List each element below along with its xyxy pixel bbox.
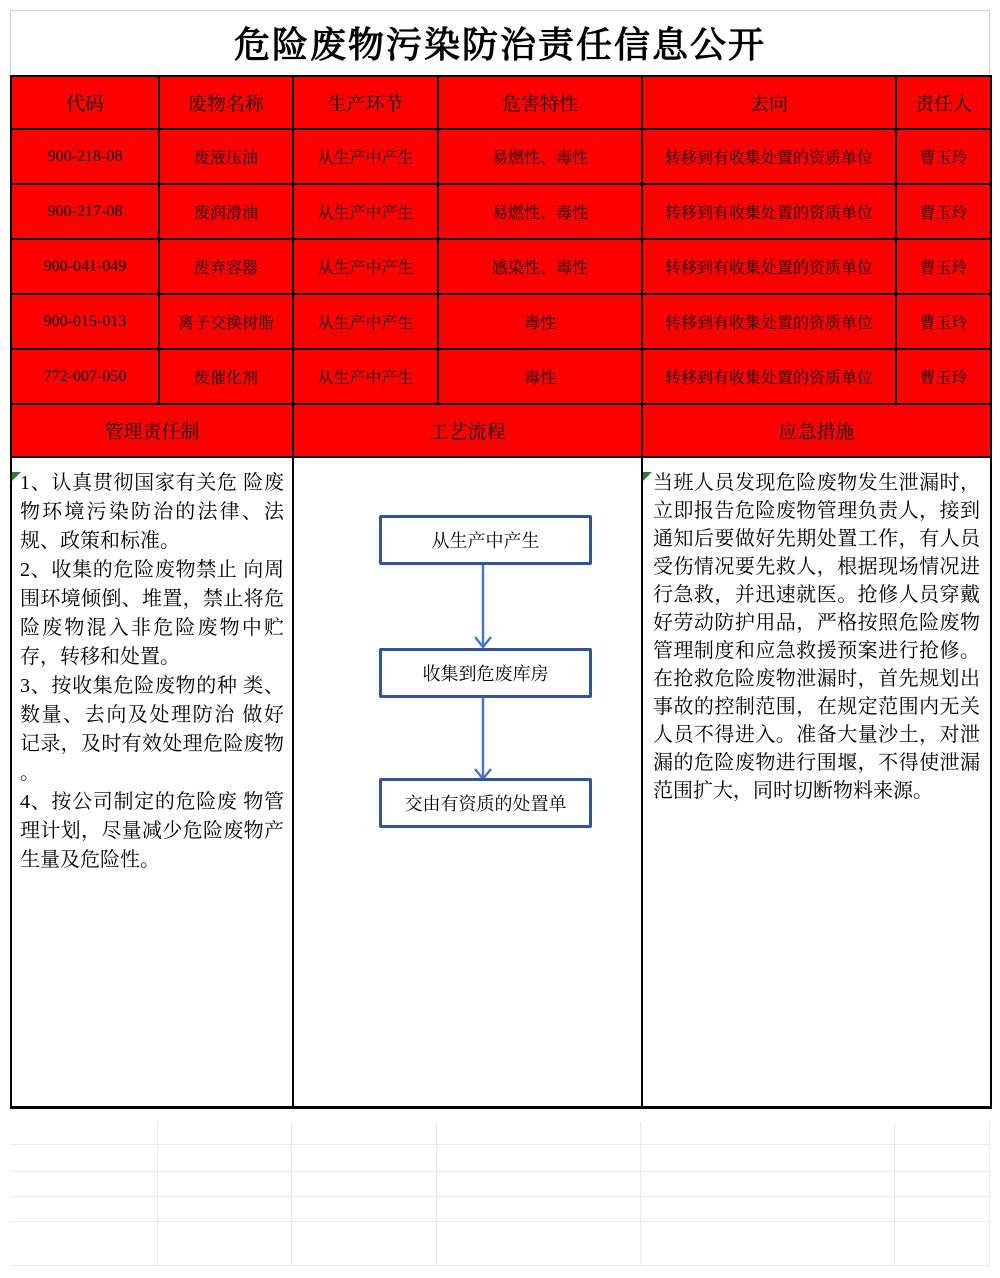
- cell-production-stage: 从生产中产生: [293, 294, 438, 349]
- cell-production-stage: 从生产中产生: [293, 129, 438, 184]
- grid-cell: [895, 1197, 990, 1221]
- cell-production-stage: 从生产中产生: [293, 184, 438, 239]
- grid-cell: [641, 1222, 895, 1265]
- waste-table: [10, 75, 992, 1109]
- grid-cell: [158, 1122, 292, 1144]
- table-row: [11, 129, 991, 184]
- cell-hazard: 易燃性、毒性: [438, 184, 642, 239]
- cell-waste-name: 废弃容器: [159, 239, 293, 294]
- grid-cell: [158, 1172, 292, 1196]
- emergency-text: 当班人员发现危险废物发生泄漏时，立即报告危险废物管理负责人，接到通知后要做好先期处置工作，有人员受伤情况要先救人，根据现场情况进行急救，并迅速就医。抢修人员穿戴好劳动防护用品，严格按照危险废物管理制度和应急救援预案进行抢修。在抢救危险废物泄漏时，首先规划出事故的控制范围，在规定范围内无关人员不得进入。准备大量沙土，对泄漏的危险废物进行围堰，不得使泄漏范围扩大，同时切断物料来源。: [653, 472, 980, 802]
- grid-cell: [641, 1172, 895, 1196]
- cell-destination: 转移到有收集处置的资质单位: [642, 239, 896, 294]
- grid-cell: [437, 1122, 641, 1144]
- cell-waste-name: 废润滑油: [159, 184, 293, 239]
- grid-cell: [292, 1197, 437, 1221]
- grid-row: [10, 1122, 990, 1145]
- cell-code: 900-041-049: [11, 239, 159, 294]
- grid-cell: [158, 1222, 292, 1265]
- grid-row: [10, 1145, 990, 1172]
- page-title: 危险废物污染防治责任信息公开: [233, 25, 766, 65]
- arrow-down-icon: [472, 565, 494, 649]
- header-hazard-characteristics: 危害特性: [438, 76, 642, 129]
- cell-responsible: 曹玉玲: [896, 294, 991, 349]
- cell-waste-name: 废液压油: [159, 129, 293, 184]
- cell-code: 900-218-08: [11, 129, 159, 184]
- cell-destination: 转移到有收集处置的资质单位: [642, 129, 896, 184]
- arrow-down-icon: [472, 697, 494, 781]
- cell-hazard: 毒性: [438, 349, 642, 404]
- management-item: 4、按公司制定的危险废 物管理计划，尽量减少危险废物产生量及危险性。: [20, 791, 284, 871]
- cell-hazard: 感染性、毒性: [438, 239, 642, 294]
- grid-cell: [895, 1122, 990, 1144]
- cell-responsible: 曹玉玲: [896, 129, 991, 184]
- section-header-emergency: 应急措施: [642, 404, 991, 457]
- grid-cell: [10, 1145, 158, 1171]
- management-item: 2、收集的危险废物禁止 向周围环境倾倒、堆置，禁止将危险废物混入非危险废物中贮存，转移和处置。: [20, 559, 284, 668]
- table-header-row: [11, 76, 991, 129]
- section-header-row: [11, 404, 991, 457]
- table-row: [11, 294, 991, 349]
- grid-cell: [10, 1222, 158, 1265]
- cell-responsible: 曹玉玲: [896, 349, 991, 404]
- spreadsheet-grid: [10, 1122, 990, 1266]
- management-item: 1、认真贯彻国家有关危 险废物环境污染防治的法律、法规、政策和标准。: [20, 472, 284, 552]
- header-waste-name: 废物名称: [159, 76, 293, 129]
- cell-destination: 转移到有收集处置的资质单位: [642, 294, 896, 349]
- grid-cell: [10, 1172, 158, 1196]
- cell-production-stage: 从生产中产生: [293, 239, 438, 294]
- section-content-row: [11, 457, 991, 1108]
- cell-destination: 转移到有收集处置的资质单位: [642, 184, 896, 239]
- excel-error-triangle-icon: [643, 472, 652, 481]
- grid-cell: [895, 1222, 990, 1265]
- cell-code: 772-007-050: [11, 349, 159, 404]
- grid-cell: [292, 1172, 437, 1196]
- table-row: [11, 349, 991, 404]
- title-box: [10, 10, 990, 74]
- grid-cell: [641, 1145, 895, 1171]
- grid-cell: [292, 1222, 437, 1265]
- cell-hazard: 毒性: [438, 294, 642, 349]
- cell-hazard: 易燃性、毒性: [438, 129, 642, 184]
- cell-code: 900-217-08: [11, 184, 159, 239]
- grid-cell: [437, 1172, 641, 1196]
- table-row: [11, 184, 991, 239]
- table-row: [11, 239, 991, 294]
- grid-cell: [437, 1197, 641, 1221]
- grid-row: [10, 1197, 990, 1222]
- grid-cell: [437, 1145, 641, 1171]
- header-responsible-person: 责任人: [896, 76, 991, 129]
- grid-cell: [158, 1145, 292, 1171]
- emergency-cell: [642, 457, 991, 1108]
- grid-cell: [641, 1197, 895, 1221]
- grid-cell: [895, 1145, 990, 1171]
- flow-step-box: 从生产中产生: [379, 515, 592, 565]
- management-cell: [11, 457, 293, 1108]
- cell-responsible: 曹玉玲: [896, 184, 991, 239]
- grid-cell: [292, 1145, 437, 1171]
- grid-cell: [641, 1122, 895, 1144]
- grid-cell: [10, 1197, 158, 1221]
- section-header-management: 管理责任制: [11, 404, 293, 457]
- grid-row: [10, 1172, 990, 1197]
- process-cell: [293, 457, 642, 1108]
- grid-cell: [10, 1122, 158, 1144]
- flow-step-box: 收集到危废库房: [379, 648, 592, 698]
- header-production-stage: 生产环节: [293, 76, 438, 129]
- grid-cell: [158, 1197, 292, 1221]
- section-header-process: 工艺流程: [293, 404, 642, 457]
- grid-cell: [437, 1222, 641, 1265]
- cell-responsible: 曹玉玲: [896, 239, 991, 294]
- grid-cell: [895, 1172, 990, 1196]
- cell-destination: 转移到有收集处置的资质单位: [642, 349, 896, 404]
- excel-error-triangle-icon: [12, 472, 21, 481]
- management-text: [13, 459, 291, 875]
- header-code: 代码: [11, 76, 159, 129]
- cell-production-stage: 从生产中产生: [293, 349, 438, 404]
- grid-row: [10, 1222, 990, 1266]
- header-destination: 去向: [642, 76, 896, 129]
- cell-waste-name: 废催化剂: [159, 349, 293, 404]
- cell-code: 900-015-013: [11, 294, 159, 349]
- process-flowchart: [295, 459, 640, 1105]
- cell-waste-name: 离子交换树脂: [159, 294, 293, 349]
- management-item: 3、按收集危险废物的种 类、数量、去向及处理防治 做好记录，及时有效处理危险废物 。: [20, 675, 284, 784]
- grid-cell: [292, 1122, 437, 1144]
- flow-step-box: 交由有资质的处置单: [379, 778, 592, 828]
